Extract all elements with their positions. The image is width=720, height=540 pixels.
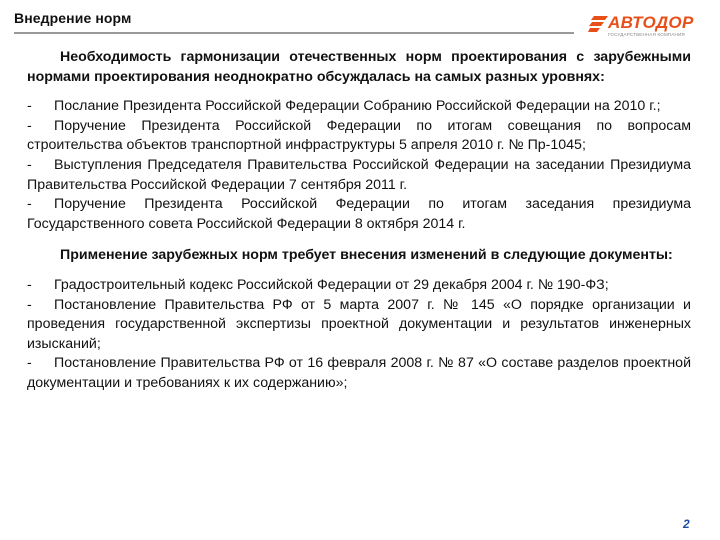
list-dash: - — [27, 355, 32, 372]
avtodor-logo — [588, 14, 714, 40]
list-dash: - — [27, 98, 32, 115]
list-item-text: Выступления Председателя Правительства Российской Федерации на заседании Президиума Правительства Российской Федерации 7 сентября 2011 г. — [27, 156, 691, 193]
slide-title: Внедрение норм — [14, 10, 132, 26]
list-dash: - — [27, 156, 32, 173]
list-item — [27, 296, 691, 355]
list-item-text: Постановление Правительства РФ от 5 марта 2007 г. № 145 «О порядке организации и проведения государственной экспертизы проектной документации и результатов инженерных изысканий; — [27, 296, 691, 352]
title-divider — [14, 32, 574, 34]
list-dash: - — [27, 296, 32, 313]
list-item — [27, 117, 691, 156]
list-item — [27, 195, 691, 234]
list-dash: - — [27, 117, 32, 134]
list-item-text: Поручение Президента Российской Федерации по итогам совещания по вопросам строительства объектов транспортной инфраструктуры 5 апреля 2010 г. № Пр-1045; — [27, 117, 691, 154]
section1-lead: Необходимость гармонизации отечественных норм проектирования с зарубежными нормами проектирования неоднократно обсуждалась на самых разных уровнях: — [27, 49, 691, 85]
section2-lead: Применение зарубежных норм требует внесения изменений в следующие документы: — [60, 247, 673, 264]
list-item-text: Градостроительный кодекс Российской Федерации от 29 декабря 2004 г. № 190-ФЗ; — [54, 276, 609, 293]
list-item-text: Постановление Правительства РФ от 16 февраля 2008 г. № 87 «О составе разделов проектной документации и требованиях к их содержанию»; — [27, 355, 691, 391]
section1-list — [27, 97, 691, 234]
logo-subtitle: ГОСУДАРСТВЕННАЯ КОМПАНИЯ — [608, 32, 685, 37]
slide-header — [0, 0, 720, 42]
road-stripes-icon — [588, 14, 610, 34]
page-number: 2 — [683, 517, 690, 531]
list-item-text: Послание Президента Российской Федерации Собранию Российской Федерации на 2010 г.; — [54, 98, 661, 115]
list-dash: - — [27, 276, 32, 293]
slide-content — [27, 48, 691, 394]
list-item-text: Поручение Президента Российской Федерации по итогам заседания президиума Государственного совета Российской Федерации 8 октября 2014 г. — [27, 196, 691, 232]
list-item — [27, 354, 691, 393]
list-item — [27, 156, 691, 195]
logo-name: АВТОДОР — [608, 13, 694, 32]
list-dash: - — [27, 196, 32, 213]
section2-list — [27, 276, 691, 394]
list-item — [27, 97, 691, 117]
list-item — [27, 276, 691, 296]
